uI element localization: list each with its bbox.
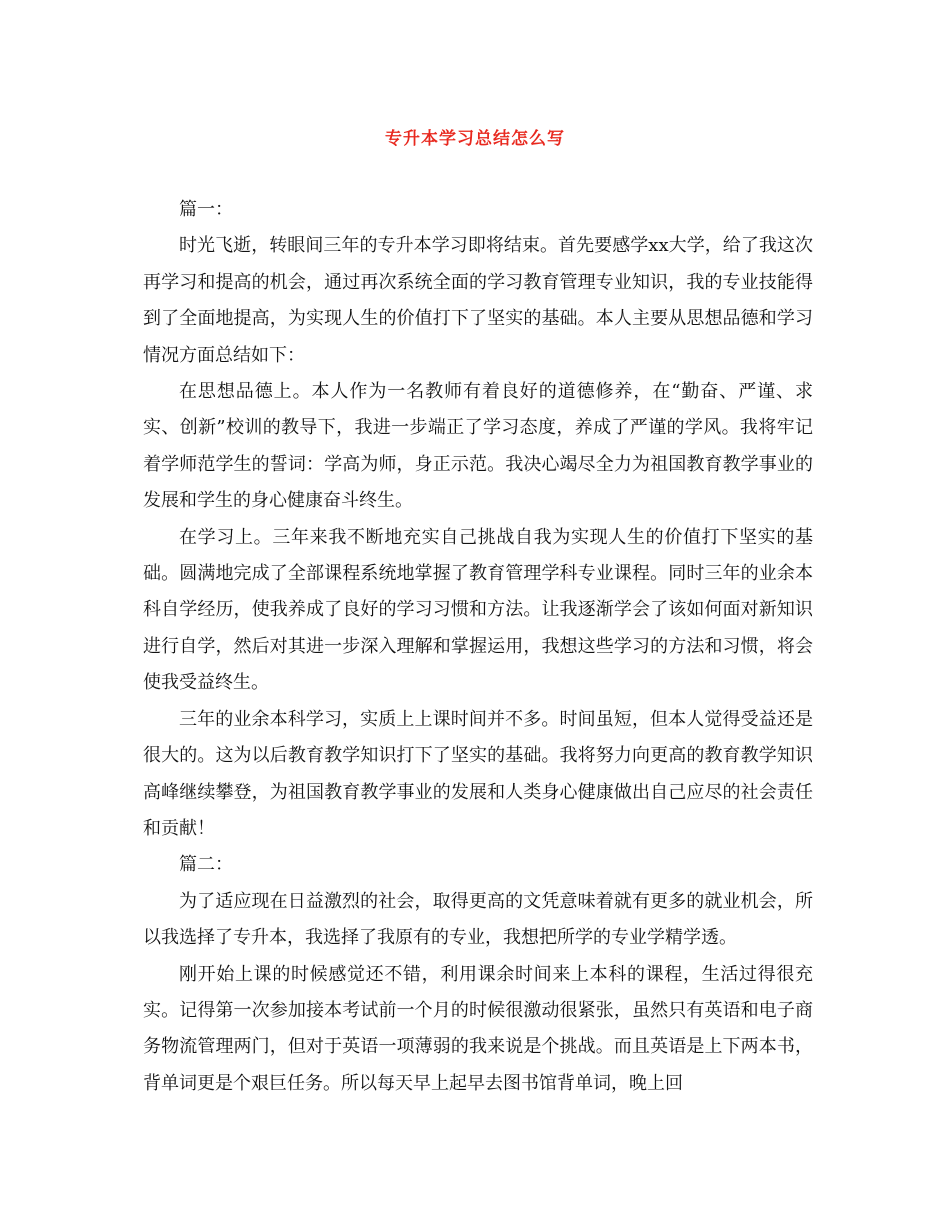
paragraph-conclusion: 三年的业余本科学习，实质上上课时间并不多。时间虽短，但本人觉得受益还是很大的。这为以后教育教学知识打下了坚实的基础。我将努力向更高的教育教学知识高峰继续攀登，为祖国教育教学事业的发展和人类身心健康做出自己应尽的社会责任和贡献！ (143, 708, 813, 839)
paragraph-reason: 为了适应现在日益激烈的社会，取得更高的文凭意味着就有更多的就业机会，所以我选择了专升本，我选择了我原有的专业，我想把所学的专业学精学透。 (143, 890, 813, 949)
paragraph-experience: 刚开始上课的时候感觉还不错，利用课余时间来上本科的课程，生活过得很充实。记得第一次参加接本考试前一个月的时候很激动很紧张，虽然只有英语和电子商务物流管理两门，但对于英语一项薄弱的我来说是个挑战。而且英语是上下两本书，背单词更是个艰巨任务。所以每天早上起早去图书馆背单词，晚上回 (143, 963, 813, 1094)
section-heading-2: 篇二： (179, 854, 233, 876)
paragraph-intro: 时光飞逝，转眼间三年的专升本学习即将结束。首先要感学xx大学，给了我这次再学习和提高的机会，通过再次系统全面的学习教育管理专业知识，我的专业技能得到了全面地提高，为实现人生的价值打下了坚实的基础。本人主要从思想品德和学习情况方面总结如下： (143, 235, 813, 366)
paragraph-study: 在学习上。三年来我不断地充实自己挑战自我为实现人生的价值打下坚实的基础。圆满地完成了全部课程系统地掌握了教育管理学科专业课程。同时三年的业余本科自学经历，使我养成了良好的学习习惯和方法。让我逐渐学会了该如何面对新知识进行自学，然后对其进一步深入理解和掌握运用，我想这些学习的方法和习惯，将会使我受益终生。 (143, 526, 813, 694)
document-title: 专升本学习总结怎么写 (385, 129, 565, 149)
paragraph-moral: 在思想品德上。本人作为一名教师有着良好的道德修养，在“勤奋、严谨、求实、创新”校训的教导下，我进一步端正了学习态度，养成了严谨的学风。我将牢记着学师范学生的誓词：学高为师，身正示范。我决心竭尽全力为祖国教育教学事业的发展和学生的身心健康奋斗终生。 (143, 381, 813, 512)
section-heading-1: 篇一： (179, 199, 233, 220)
document-body (143, 192, 813, 1102)
